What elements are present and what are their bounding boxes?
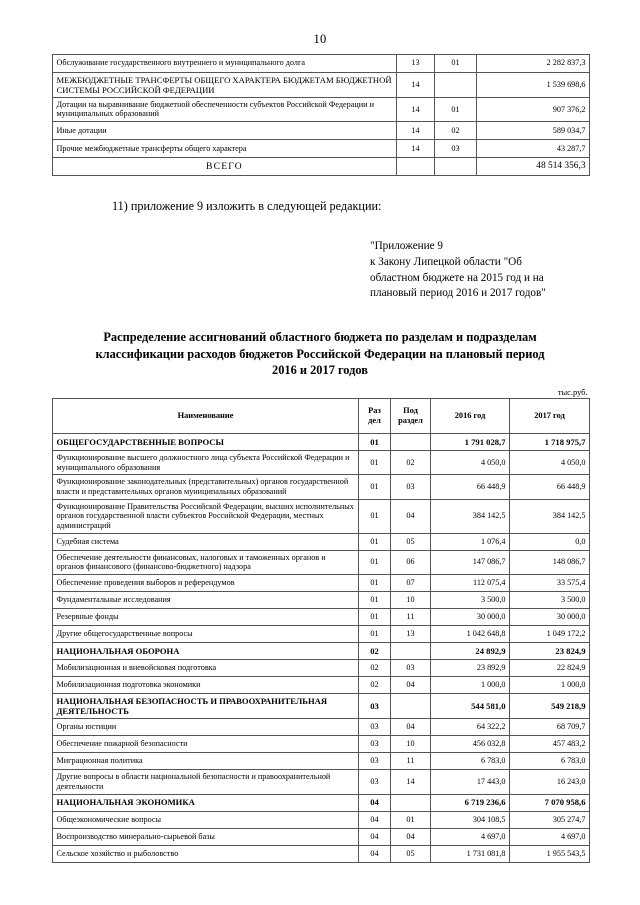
- cell-value: 2 282 837,3: [476, 54, 589, 72]
- cell-name: Фундаментальные исследования: [52, 591, 358, 608]
- cell-name: Миграционная политика: [52, 753, 358, 770]
- table-row: [52, 845, 589, 862]
- cell-value-2017: 6 783,0: [509, 753, 589, 770]
- table-row-section: [52, 693, 589, 718]
- cell-total-razdel: [396, 158, 434, 176]
- cell-razdel: 01: [358, 625, 390, 642]
- cell-razdel: 01: [358, 475, 390, 499]
- table-row: [52, 753, 589, 770]
- cell-razdel: 01: [358, 533, 390, 550]
- cell-razdel: 03: [358, 736, 390, 753]
- allocations-table: [52, 398, 590, 863]
- cell-name: Обеспечение деятельности финансовых, налоговых и таможенных органов и органов финансового (финансово-бюджетного) надзора: [52, 550, 358, 574]
- table-row: [52, 97, 589, 121]
- cell-name: ОБЩЕГОСУДАРСТВЕННЫЕ ВОПРОСЫ: [52, 433, 358, 450]
- cell-podrazdel: 03: [434, 140, 476, 158]
- cell-name: Резервные фонды: [52, 608, 358, 625]
- cell-podrazdel: [390, 794, 430, 811]
- table-header-row: [52, 398, 589, 433]
- cell-razdel: 01: [358, 574, 390, 591]
- cell-razdel: 04: [358, 811, 390, 828]
- cell-value-2017: 1 718 975,7: [509, 433, 589, 450]
- cell-razdel: 03: [358, 693, 390, 718]
- cell-name: Другие общегосударственные вопросы: [52, 625, 358, 642]
- table-row: [52, 533, 589, 550]
- appendix-reference-line: плановый период 2016 и 2017 годов": [370, 287, 546, 300]
- cell-value-2016: 1 791 028,7: [430, 433, 509, 450]
- cell-value-2017: 23 824,9: [509, 642, 589, 659]
- cell-podrazdel: [390, 642, 430, 659]
- cell-value-2017: 33 575,4: [509, 574, 589, 591]
- cell-value-2017: 1 955 543,5: [509, 845, 589, 862]
- cell-razdel: 14: [396, 122, 434, 140]
- column-header-name: Наименование: [52, 398, 358, 433]
- cell-podrazdel: 06: [390, 550, 430, 574]
- allocations-table-container: [52, 398, 589, 863]
- amendment-item-11: 11) приложение 9 изложить в следующей редакции:: [112, 199, 382, 214]
- table-row: [52, 719, 589, 736]
- cell-podrazdel: 07: [390, 574, 430, 591]
- appendix-reference-line: к Закону Липецкой области "Об: [370, 255, 522, 268]
- cell-name: Функционирование Правительства Российской Федерации, высших исполнительных органов государственной власти субъектов Российской Федерации, местных администраций: [52, 499, 358, 533]
- cell-value-2016: 66 448,9: [430, 475, 509, 499]
- cell-value-2017: 4 050,0: [509, 450, 589, 474]
- table-row: [52, 72, 589, 97]
- razdel-line2: дел: [368, 415, 381, 425]
- table-row: [52, 550, 589, 574]
- table-row-total: [52, 158, 589, 176]
- table-row: [52, 608, 589, 625]
- cell-podrazdel: 11: [390, 753, 430, 770]
- cell-name: Обеспечение проведения выборов и референдумов: [52, 574, 358, 591]
- page-number: 10: [313, 32, 327, 46]
- cell-razdel: 01: [358, 591, 390, 608]
- cell-value-2016: 4 050,0: [430, 450, 509, 474]
- cell-total-podrazdel: [434, 158, 476, 176]
- cell-value-2017: 1 049 172,2: [509, 625, 589, 642]
- cell-podrazdel: 04: [390, 719, 430, 736]
- units-label: тыс.руб.: [557, 387, 588, 397]
- cell-value-2017: 1 000,0: [509, 676, 589, 693]
- continuation-table: [52, 54, 590, 177]
- cell-razdel: 03: [358, 719, 390, 736]
- cell-value-2016: 23 892,9: [430, 659, 509, 676]
- continuation-table-container: [52, 54, 589, 177]
- cell-value-2016: 1 000,0: [430, 676, 509, 693]
- podrazdel-line2: раздел: [398, 415, 423, 425]
- cell-podrazdel: [390, 433, 430, 450]
- table-row: [52, 676, 589, 693]
- appendix-reference-line: областном бюджете на 2015 год и на: [370, 271, 544, 284]
- cell-name: Функционирование законодательных (представительных) органов государственной власти и представительных органов муниципальных образований: [52, 475, 358, 499]
- cell-podrazdel: [390, 693, 430, 718]
- table-row: [52, 475, 589, 499]
- table-row: [52, 499, 589, 533]
- cell-podrazdel: 13: [390, 625, 430, 642]
- cell-razdel: 01: [358, 550, 390, 574]
- cell-name: Воспроизводство минерально-сырьевой базы: [52, 828, 358, 845]
- cell-podrazdel: 01: [434, 54, 476, 72]
- cell-value-2016: 64 322,2: [430, 719, 509, 736]
- cell-value-2017: 22 824,9: [509, 659, 589, 676]
- cell-razdel: 02: [358, 642, 390, 659]
- cell-name: Дотации на выравнивание бюджетной обеспеченности субъектов Российской Федерации и муниципальных образований: [52, 97, 396, 121]
- cell-name: Общеэкономические вопросы: [52, 811, 358, 828]
- cell-name: Органы юстиции: [52, 719, 358, 736]
- cell-razdel: 02: [358, 659, 390, 676]
- cell-razdel: 03: [358, 753, 390, 770]
- cell-name: НАЦИОНАЛЬНАЯ ОБОРОНА: [52, 642, 358, 659]
- cell-value-2016: 304 108,5: [430, 811, 509, 828]
- cell-value: 907 376,2: [476, 97, 589, 121]
- cell-value-2016: 1 042 648,8: [430, 625, 509, 642]
- cell-total-value: 48 514 356,3: [476, 158, 589, 176]
- razdel-line1: Раз: [368, 406, 381, 416]
- cell-podrazdel: 04: [390, 499, 430, 533]
- cell-value: 589 034,7: [476, 122, 589, 140]
- cell-razdel: 13: [396, 54, 434, 72]
- cell-name: Сельское хозяйство и рыболовство: [52, 845, 358, 862]
- cell-razdel: 04: [358, 828, 390, 845]
- cell-podrazdel: [434, 72, 476, 97]
- cell-value-2016: 1 076,4: [430, 533, 509, 550]
- cell-name: Прочие межбюджетные трансферты общего характера: [52, 140, 396, 158]
- cell-podrazdel: 04: [390, 676, 430, 693]
- cell-podrazdel: 01: [434, 97, 476, 121]
- cell-name: Мобилизационная подготовка экономики: [52, 676, 358, 693]
- cell-name: НАЦИОНАЛЬНАЯ ЭКОНОМИКА: [52, 794, 358, 811]
- cell-name: Иные дотации: [52, 122, 396, 140]
- cell-name: Другие вопросы в области национальной безопасности и правоохранительной деятельности: [52, 770, 358, 794]
- cell-name: Мобилизационная и вневойсковая подготовка: [52, 659, 358, 676]
- table-row-section: [52, 642, 589, 659]
- cell-podrazdel: 11: [390, 608, 430, 625]
- cell-podrazdel: 04: [390, 828, 430, 845]
- cell-value: 1 539 698,6: [476, 72, 589, 97]
- continuation-table-body: [52, 54, 589, 176]
- allocations-table-head: [52, 398, 589, 433]
- table-row: [52, 736, 589, 753]
- column-header-year-2016: 2016 год: [430, 398, 509, 433]
- cell-value-2016: 456 032,8: [430, 736, 509, 753]
- cell-value-2017: 457 483,2: [509, 736, 589, 753]
- table-row: [52, 450, 589, 474]
- cell-value: 43 287,7: [476, 140, 589, 158]
- cell-razdel: 01: [358, 433, 390, 450]
- table-row: [52, 659, 589, 676]
- column-header-podrazdel: [390, 398, 430, 433]
- table-row: [52, 828, 589, 845]
- cell-value-2016: 1 731 081,8: [430, 845, 509, 862]
- cell-value-2017: 305 274,7: [509, 811, 589, 828]
- cell-podrazdel: 10: [390, 736, 430, 753]
- column-header-razdel: [358, 398, 390, 433]
- table-row: [52, 770, 589, 794]
- cell-podrazdel: 02: [434, 122, 476, 140]
- cell-value-2016: 30 000,0: [430, 608, 509, 625]
- podrazdel-line1: Под: [403, 406, 418, 416]
- table-row: [52, 625, 589, 642]
- cell-value-2017: 66 448,9: [509, 475, 589, 499]
- cell-value-2016: 384 142,5: [430, 499, 509, 533]
- cell-value-2017: 3 500,0: [509, 591, 589, 608]
- cell-value-2016: 6 783,0: [430, 753, 509, 770]
- cell-value-2017: 4 697,0: [509, 828, 589, 845]
- cell-value-2016: 544 581,0: [430, 693, 509, 718]
- cell-razdel: 14: [396, 97, 434, 121]
- allocations-table-body: [52, 433, 589, 862]
- cell-name: НАЦИОНАЛЬНАЯ БЕЗОПАСНОСТЬ И ПРАВООХРАНИТЕЛЬНАЯ ДЕЯТЕЛЬНОСТЬ: [52, 693, 358, 718]
- cell-value-2017: 148 086,7: [509, 550, 589, 574]
- cell-total-label: ВСЕГО: [52, 158, 396, 176]
- cell-value-2017: 30 000,0: [509, 608, 589, 625]
- table-row: [52, 54, 589, 72]
- cell-value-2017: 384 142,5: [509, 499, 589, 533]
- cell-podrazdel: 05: [390, 845, 430, 862]
- cell-value-2016: 3 500,0: [430, 591, 509, 608]
- cell-value-2017: 7 070 958,6: [509, 794, 589, 811]
- cell-value-2016: 4 697,0: [430, 828, 509, 845]
- cell-name: Судебная система: [52, 533, 358, 550]
- table-row: [52, 574, 589, 591]
- appendix-reference-line: "Приложение 9: [370, 239, 444, 252]
- table-row: [52, 591, 589, 608]
- cell-value-2017: 549 218,9: [509, 693, 589, 718]
- cell-razdel: 04: [358, 794, 390, 811]
- cell-podrazdel: 01: [390, 811, 430, 828]
- cell-razdel: 01: [358, 450, 390, 474]
- table-row-section: [52, 433, 589, 450]
- column-header-year-2017: 2017 год: [509, 398, 589, 433]
- cell-podrazdel: 03: [390, 475, 430, 499]
- table-row: [52, 811, 589, 828]
- cell-razdel: 14: [396, 140, 434, 158]
- cell-razdel: 04: [358, 845, 390, 862]
- cell-razdel: 02: [358, 676, 390, 693]
- table-row-section: [52, 794, 589, 811]
- cell-podrazdel: 14: [390, 770, 430, 794]
- cell-podrazdel: 03: [390, 659, 430, 676]
- cell-value-2016: 6 719 236,6: [430, 794, 509, 811]
- cell-value-2016: 17 443,0: [430, 770, 509, 794]
- cell-value-2016: 147 086,7: [430, 550, 509, 574]
- cell-name: Функционирование высшего должностного лица субъекта Российской Федерации и муниципального образования: [52, 450, 358, 474]
- cell-value-2017: 68 709,7: [509, 719, 589, 736]
- cell-razdel: 14: [396, 72, 434, 97]
- cell-value-2017: 16 243,0: [509, 770, 589, 794]
- table-row: [52, 122, 589, 140]
- cell-podrazdel: 02: [390, 450, 430, 474]
- table-row: [52, 140, 589, 158]
- cell-name: МЕЖБЮДЖЕТНЫЕ ТРАНСФЕРТЫ ОБЩЕГО ХАРАКТЕРА БЮДЖЕТАМ БЮДЖЕТНОЙ СИСТЕМЫ РОССИЙСКОЙ ФЕДЕРАЦИИ: [52, 72, 396, 97]
- page-title: Распределение ассигнований областного бюджета по разделам и подразделам классификации расходов бюджетов Российской Федерации на плановый период 2016 и 2017 годов: [95, 330, 545, 378]
- cell-name: Обеспечение пожарной безопасности: [52, 736, 358, 753]
- cell-razdel: 01: [358, 608, 390, 625]
- cell-razdel: 03: [358, 770, 390, 794]
- cell-name: Обслуживание государственного внутреннего и муниципального долга: [52, 54, 396, 72]
- cell-podrazdel: 05: [390, 533, 430, 550]
- cell-value-2016: 24 892,9: [430, 642, 509, 659]
- appendix-reference-block: [0, 239, 640, 303]
- cell-podrazdel: 10: [390, 591, 430, 608]
- cell-razdel: 01: [358, 499, 390, 533]
- cell-value-2016: 112 075,4: [430, 574, 509, 591]
- cell-value-2017: 0,0: [509, 533, 589, 550]
